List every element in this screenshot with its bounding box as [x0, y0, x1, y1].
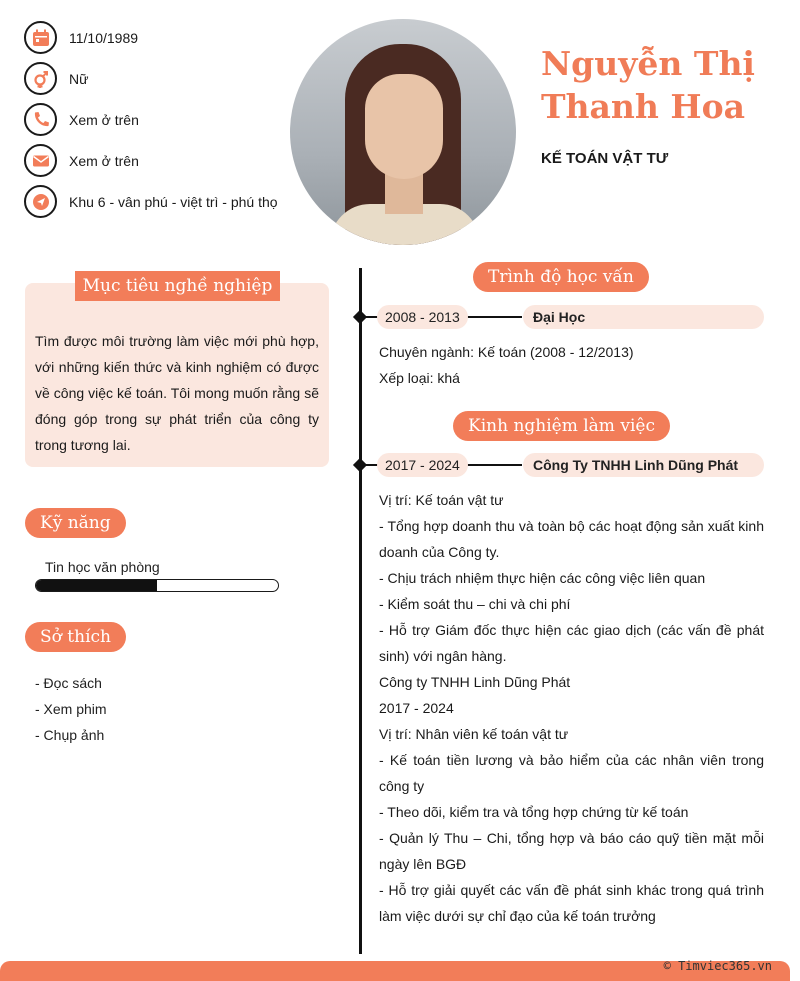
experience-line: Vị trí: Kế toán vật tư	[379, 492, 504, 508]
name-line-1: Nguyễn Thị	[541, 44, 755, 83]
experience-line: - Hỗ trợ Giám đốc thực hiện các giao dịch (các vấn đề phát sinh) với ngân hàng.	[379, 622, 764, 664]
experience-period: 2017 - 2024	[377, 453, 468, 477]
experience-line: Công ty TNHH Linh Dũng Phát	[379, 674, 571, 690]
phone-icon	[24, 103, 57, 136]
hobby-item: - Xem phim	[35, 701, 107, 717]
skills-title: Kỹ năng	[25, 508, 126, 538]
education-title: Trình độ học vấn	[473, 262, 649, 292]
experience-line: Vị trí: Nhân viên kế toán vật tư	[379, 726, 569, 742]
experience-line: 2017 - 2024	[379, 700, 454, 716]
hobbies-list	[35, 670, 107, 748]
contact-list	[24, 21, 278, 226]
education-period: 2008 - 2013	[377, 305, 468, 329]
contact-birthday	[24, 21, 278, 54]
contact-gender	[24, 62, 278, 95]
calendar-icon	[24, 21, 57, 54]
gender-text: Nữ	[69, 70, 89, 87]
education-details	[379, 339, 764, 391]
name-line-2: Thanh Hoa	[541, 87, 745, 126]
education-line: Xếp loại: khá	[379, 370, 460, 386]
phone-text: Xem ở trên	[69, 111, 139, 128]
timeline-line	[359, 268, 362, 954]
skill-bar	[35, 579, 279, 592]
contact-address	[24, 185, 278, 218]
birthday-text: 11/10/1989	[69, 29, 139, 46]
location-icon	[24, 185, 57, 218]
experience-line: - Hỗ trợ giải quyết các vấn đề phát sinh khác trong quá trình làm việc dưới sự chỉ đạo của kế toán trưởng	[379, 882, 764, 924]
objective-title: Mục tiêu nghề nghiệp	[75, 271, 280, 301]
job-title: KẾ TOÁN VẬT TƯ	[541, 150, 669, 167]
experience-line: - Kiểm soát thu – chi và chi phí	[379, 596, 571, 612]
contact-email	[24, 144, 278, 177]
skill-name: Tin học văn phòng	[45, 559, 160, 575]
email-icon	[24, 144, 57, 177]
experience-line: - Quản lý Thu – Chi, tổng hợp và báo cáo quỹ tiền mặt mỗi ngày lên BGĐ	[379, 830, 764, 872]
education-school: Đại Học	[523, 305, 764, 329]
footer-watermark: © Timviec365.vn	[663, 959, 772, 973]
education-line: Chuyên ngành: Kế toán (2008 - 12/2013)	[379, 344, 634, 360]
experience-line: - Kế toán tiền lương và bảo hiểm của các nhân viên trong công ty	[379, 752, 764, 794]
address-text: Khu 6 - vân phú - việt trì - phú thọ	[69, 193, 278, 210]
experience-line: - Tổng hợp doanh thu và toàn bộ các hoạt động sản xuất kinh doanh của Công ty.	[379, 518, 764, 560]
hobby-item: - Chụp ảnh	[35, 727, 105, 743]
experience-line: - Theo dõi, kiểm tra và tổng hợp chứng từ kế toán	[379, 804, 689, 820]
experience-company: Công Ty TNHH Linh Dũng Phát	[523, 453, 764, 477]
experience-details	[379, 487, 764, 929]
skill-level-fill	[36, 580, 157, 591]
objective-text: Tìm được môi trường làm việc mới phù hợp, với những kiến thức và kinh nghiệm có được về công việc kế toán. Tôi mong muốn rằng sẽ đóng góp trong sự phát triển của công ty trong tương lai.	[35, 333, 319, 453]
gender-icon	[24, 62, 57, 95]
hobby-item: - Đọc sách	[35, 675, 102, 691]
contact-phone	[24, 103, 278, 136]
experience-title: Kinh nghiệm làm việc	[453, 411, 670, 441]
hobbies-title: Sở thích	[25, 622, 126, 652]
candidate-name	[541, 42, 755, 128]
experience-line: - Chịu trách nhiệm thực hiện các công việc liên quan	[379, 570, 706, 586]
profile-photo	[290, 19, 516, 245]
email-text: Xem ở trên	[69, 152, 139, 169]
